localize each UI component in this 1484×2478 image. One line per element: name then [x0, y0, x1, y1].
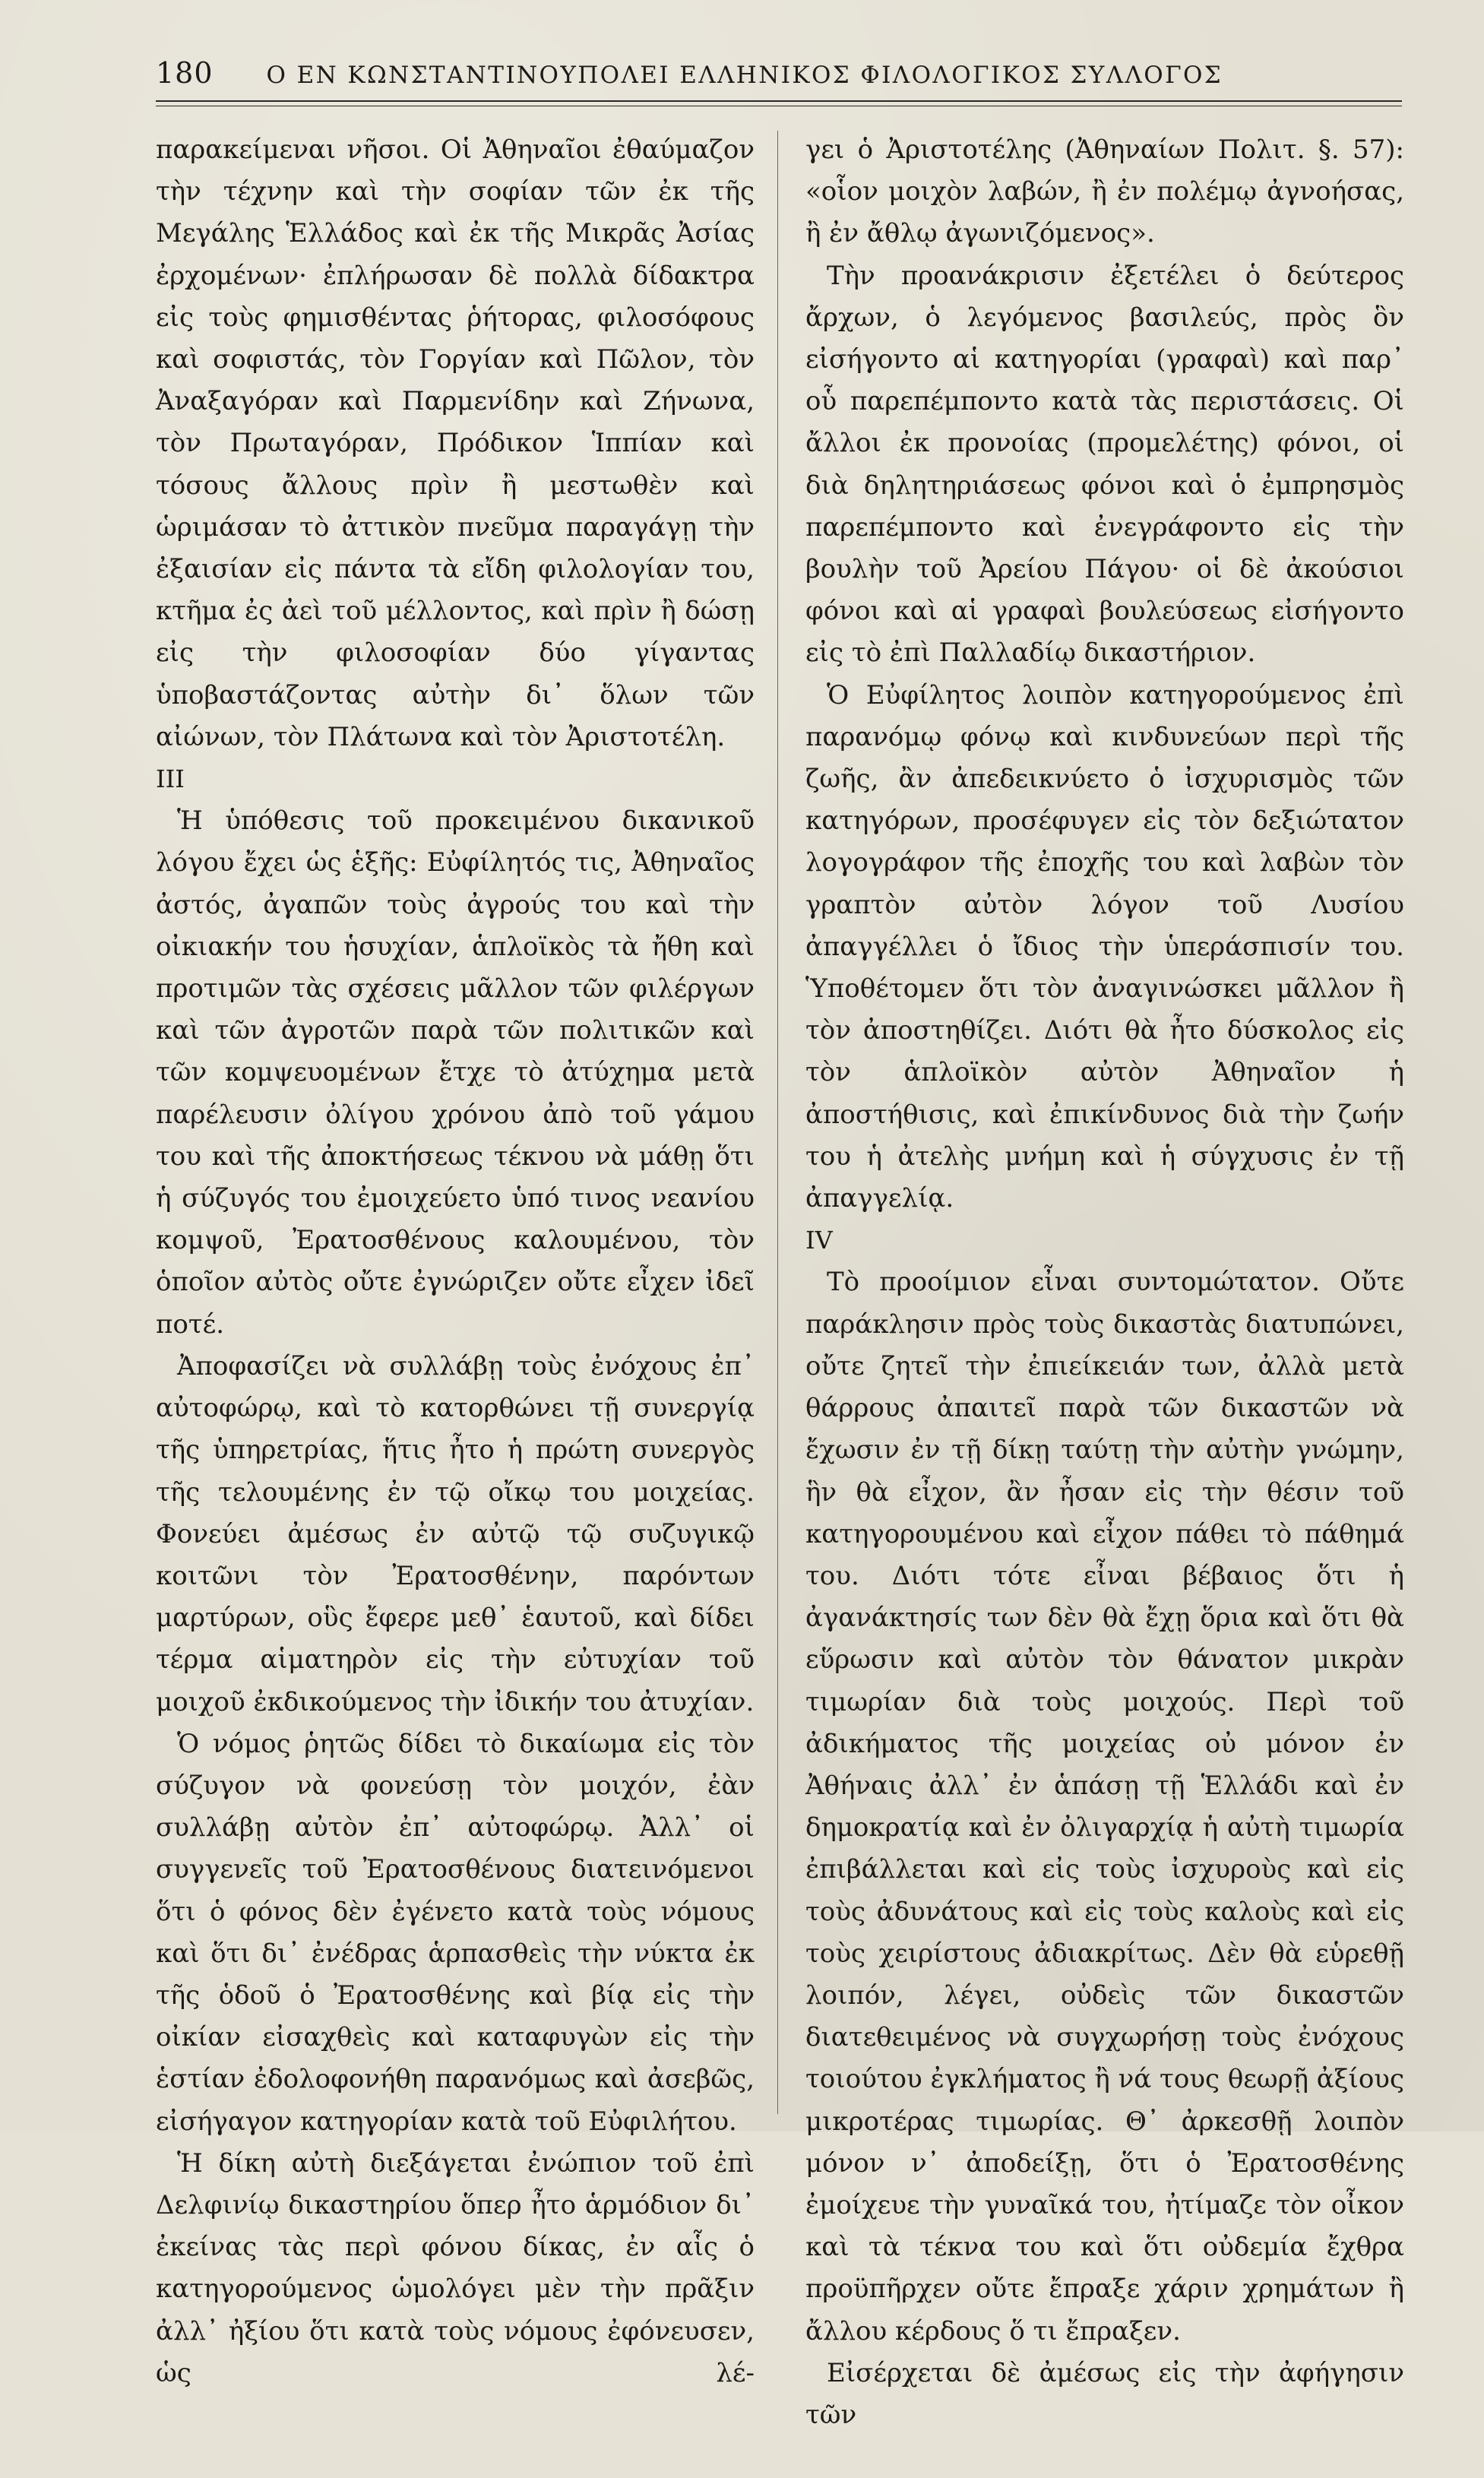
paragraph-right-5: Εἰσέρχεται δὲ ἀμέσως εἰς τὴν ἀφήγησιν τῶν — [805, 2357, 1404, 2430]
left-column — [156, 129, 755, 2436]
paragraph-left-4: Ὁ νόμος ῥητῶς δίδει τὸ δικαίωμα εἰς τὸν σύζυγον νὰ φονεύσῃ τὸν μοιχόν, ἐὰν συλλάβῃ αὐτὸν ἐπ᾽ αὐτοφώρῳ. Ἀλλ᾽ οἱ συγγενεῖς τοῦ Ἐρατοσθένους διατεινόμενοι ὅτι ὁ φόνος δὲν ἐγένετο κατὰ τοὺς νόμους καὶ ὅτι δι᾽ ἐνέδρας ἁρπασθεὶς τὴν νύκτα ἐκ τῆς ὁδοῦ ὁ Ἐρατοσθένης καὶ βίᾳ εἰς τὴν οἰκίαν εἰσαχθεὶς καὶ καταφυγὼν εἰς τὴν ἑστίαν ἐδολοφονήθη παρανόμως καὶ ἀσεβῶς, εἰσήγαγον κατηγορίαν κατὰ τοῦ Εὐφιλήτου. — [156, 1728, 755, 2137]
running-title: Ο ΕΝ ΚΩΝΣΤΑΝΤΙΝΟΥΠΟΛΕΙ ΕΛΛΗΝΙΚΟΣ ΦΙΛΟΛΟΓΙΚΟΣ ΣΥΛΛΟΓΟΣ — [266, 62, 1223, 89]
column-divider — [777, 131, 778, 2114]
page-number: 180 — [156, 56, 214, 90]
paragraph-left-1: παρακείμεναι νῆσοι. Οἱ Ἀθηναῖοι ἐθαύμαζον τὴν τέχνην καὶ τὴν σοφίαν τῶν ἐκ τῆς Μεγάλης Ἑλλάδος καὶ ἐκ τῆς Μικρᾶς Ἀσίας ἐρχομένων· ἐπλήρωσαν δὲ πολλὰ δίδακτρα εἰς τοὺς φημισθέντας ῥήτορας, φιλοσόφους καὶ σοφιστάς, τὸν Γοργίαν καὶ Πῶλον, τὸν Ἀναξαγόραν καὶ Παρμενίδην καὶ Ζήνωνα, τὸν Πρωταγόραν, Πρόδικον Ἱππίαν καὶ τόσους ἄλλους πρὶν ἢ μεστωθὲν καὶ ὡριμάσαν τὸ ἀττικὸν πνεῦμα παραγάγῃ τὴν ἐξαισίαν εἰς πάντα τὰ εἴδη φιλολογίαν του, κτῆμα ἐς ἀεὶ τοῦ μέλλοντος, καὶ πρὶν ἢ δώσῃ εἰς τὴν φιλοσοφίαν δύο γίγαντας ὑποβαστάζοντας αὐτὴν δι᾽ ὅλων τῶν αἰώνων, τὸν Πλάτωνα καὶ τὸν Ἀριστοτέλη. — [156, 135, 755, 752]
section-heading-iii: III — [156, 764, 185, 794]
paragraph-right-4: Τὸ προοίμιον εἶναι συντομώτατον. Οὔτε παράκλησιν πρὸς τοὺς δικαστὰς διατυπώνει, οὔτε ζητεῖ τὴν ἐπιείκειάν των, ἀλλὰ μετὰ θάρρους ἀπαιτεῖ παρὰ τῶν δικαστῶν νὰ ἔχωσιν ἐν τῇ δίκῃ ταύτῃ τὴν αὐτὴν γνώμην, ἣν θὰ εἶχον, ἂν ἦσαν εἰς τὴν θέσιν τοῦ κατηγορουμένου καὶ εἶχον πάθει τὸ πάθημά του. Διότι τότε εἶναι βέβαιος ὅτι ἡ ἀγανάκτησίς των δὲν θὰ ἔχῃ ὅρια καὶ ὅτι θὰ εὕρωσιν καὶ αὐτὸν τὸν θάνατον μικρὰν τιμωρίαν διὰ τοὺς μοιχούς. Περὶ τοῦ ἀδικήματος τῆς μοιχείας οὐ μόνον ἐν Ἀθήναις ἀλλ᾽ ἐν ἁπάσῃ τῇ Ἑλλάδι καὶ ἐν δημοκρατίᾳ καὶ ἐν ὀλιγαρχίᾳ ἡ αὐτὴ τιμωρία ἐπιβάλλεται καὶ εἰς τοὺς ἰσχυροὺς καὶ εἰς τοὺς ἀδυνάτους καὶ εἰς τοὺς καλοὺς καὶ εἰς τοὺς χειρίστους ἀδιακρίτως. Δὲν θὰ εὑρεθῇ λοιπόν, λέγει, οὐδεὶς τῶν δικαστῶν διατεθειμένος νὰ συγχωρήσῃ τοὺς ἐνόχους τοιούτου ἐγκλήματος ἢ νά τους θεωρῇ ἀξίους μικροτέρας τιμωρίας. Θ᾽ ἀρκεσθῇ λοιπὸν μόνον ν᾽ ἀποδείξῃ, ὅτι ὁ Ἐρατοσθένης ἐμοίχευε τὴν γυναῖκά του, ἠτίμαζε τὸν οἶκον καὶ τὰ τέκνα του καὶ ὅτι οὐδεμία ἔχθρα προϋπῆρχεν οὔτε ἔπραξε χάριν χρημάτων ἢ ἄλλου κέρδους ὅ τι ἔπραξεν. — [805, 1267, 1405, 2347]
paragraph-right-1: γει ὁ Ἀριστοτέλης (Ἀθηναίων Πολιτ. §. 57): «οἷον μοιχὸν λαβών, ἢ ἐν πολέμῳ ἀγνοήσας, ἢ ἐν ἄθλῳ ἀγωνιζόμενος». — [805, 135, 1404, 249]
right-column — [805, 129, 1404, 2478]
header-rule — [156, 100, 1402, 102]
paragraph-right-2: Τὴν προανάκρισιν ἐξετέλει ὁ δεύτερος ἄρχων, ὁ λεγόμενος βασιλεύς, πρὸς ὃν εἰσήγοντο αἱ κατηγορίαι (γραφαὶ) καὶ παρ᾽ οὗ παρεπέμποντο κατὰ τὰς περιστάσεις. Οἱ ἄλλοι ἐκ προνοίας (προμελέτης) φόνοι, οἱ διὰ δηλητηριάσεως φόνοι καὶ ὁ ἐμπρησμὸς παρεπέμποντο καὶ ἐνεγράφοντο εἰς τὴν βουλὴν τοῦ Ἀρείου Πάγου· οἱ δὲ ἀκούσιοι φόνοι καὶ αἱ γραφαὶ βουλεύσεως εἰσήγοντο εἰς τὸ ἐπὶ Παλλαδίῳ δικαστήριον. — [805, 260, 1404, 669]
paragraph-left-3: Ἀποφασίζει νὰ συλλάβῃ τοὺς ἐνόχους ἐπ᾽ αὐτοφώρῳ, καὶ τὸ κατορθώνει τῇ συνεργίᾳ τῆς ὑπηρετρίας, ἥτις ἦτο ἡ πρώτη συνεργὸς τῆς τελουμένης ἐν τῷ οἴκῳ του μοιχείας. Φονεύει ἀμέσως ἐν αὐτῷ τῷ συζυγικῷ κοιτῶνι τὸν Ἐρατοσθένην, παρόντων μαρτύρων, οὓς ἔφερε μεθ᾽ ἑαυτοῦ, καὶ δίδει τέρμα αἱματηρὸν εἰς τὴν εὐτυχίαν τοῦ μοιχοῦ ἐκδικούμενος τὴν ἰδικήν του ἀτυχίαν. — [156, 1350, 755, 1717]
page-header — [156, 56, 1402, 94]
paragraph-left-2: Ἡ ὑπόθεσις τοῦ προκειμένου δικανικοῦ λόγου ἔχει ὡς ἑξῆς: Εὐφίλητός τις, Ἀθηναῖος ἀστός, ἀγαπῶν τοὺς ἀγρούς του καὶ τὴν οἰκιακήν του ἡσυχίαν, ἁπλοϊκὸς τὰ ἤθη καὶ προτιμῶν τὰς σχέσεις μᾶλλον τῶν φιλέργων καὶ τῶν ἀγροτῶν παρὰ τῶν πολιτικῶν καὶ τῶν κομψευομένων ἔτχε τὸ ἀτύχημα μετὰ παρέλευσιν ὀλίγου χρόνου ἀπὸ τοῦ γάμου του καὶ τῆς ἀποκτήσεως τέκνου νὰ μάθῃ ὅτι ἡ σύζυγός του ἐμοιχεύετο ὑπό τινος νεανίου κομψοῦ, Ἐρατοσθένους καλουμένου, τὸν ὁποῖον αὐτὸς οὔτε ἐγνώριζεν οὔτε εἶχεν ἰδεῖ ποτέ. — [156, 805, 755, 1340]
paragraph-right-3: Ὁ Εὐφίλητος λοιπὸν κατηγορούμενος ἐπὶ παρανόμῳ φόνῳ καὶ κινδυνεύων περὶ τῆς ζωῆς, ἂν ἀπεδεικνύετο ὁ ἰσχυρισμὸς τῶν κατηγόρων, προσέφυγεν εἰς τὸν δεξιώτατον λογογράφον τῆς ἐποχῆς του καὶ λαβὼν τὸν γραπτὸν αὐτὸν λόγον τοῦ Λυσίου ἀπαγγέλλει ὁ ἴδιος τὴν ὑπεράσπισίν του. Ὑποθέτομεν ὅτι τὸν ἀναγινώσκει μᾶλλον ἢ τὸν ἀποστηθίζει. Διότι θὰ ἦτο δύσκολος εἰς τὸν ἁπλοϊκὸν αὐτὸν Ἀθηναῖον ἡ ἀποστήθισις, καὶ ἐπικίνδυνος διὰ τὴν ζωήν του ἡ ἀτελὴς μνήμη καὶ ἡ σύγχυσις ἐν τῇ ἀπαγγελίᾳ. — [805, 679, 1404, 1214]
paragraph-left-5: Ἡ δίκη αὐτὴ διεξάγεται ἐνώπιον τοῦ ἐπὶ Δελφινίῳ δικαστηρίου ὅπερ ἦτο ἁρμόδιον δι᾽ ἐκείνας τὰς περὶ φόνου δίκας, ἐν αἷς ὁ κατηγορούμενος ὡμολόγει μὲν τὴν πρᾶξιν ἀλλ᾽ ἠξίου ὅτι κατὰ τοὺς νόμους ἐφόνευσεν, ὡς λέ- — [156, 2147, 755, 2388]
section-heading-iv: IV — [805, 1226, 833, 1255]
